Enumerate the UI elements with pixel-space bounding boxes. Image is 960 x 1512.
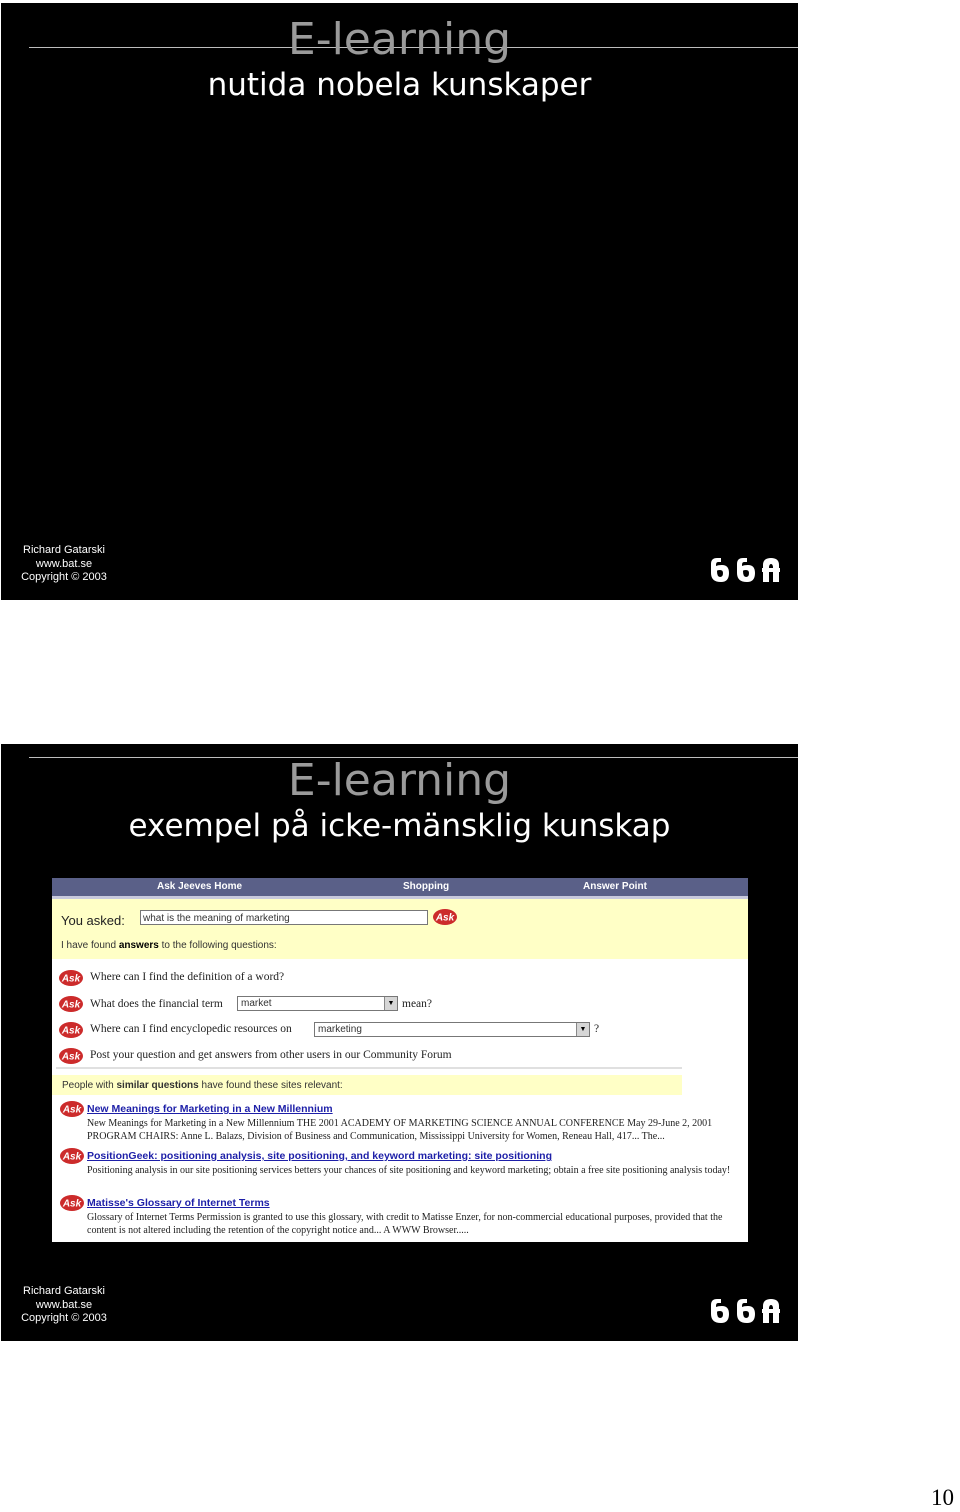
author-url: www.bat.se bbox=[35, 1298, 93, 1311]
found-suffix: to the following questions: bbox=[158, 940, 277, 951]
similar-bold: similar questions bbox=[116, 1080, 199, 1091]
nav-ask-jeeves-home[interactable]: Ask Jeeves Home bbox=[157, 881, 243, 892]
similar-suffix: have found these sites relevant: bbox=[198, 1080, 343, 1091]
financial-term-select[interactable] bbox=[237, 996, 398, 1011]
slide-footer bbox=[21, 1285, 107, 1326]
ask-icon bbox=[58, 1047, 84, 1065]
page-number: 10 bbox=[931, 1485, 954, 1510]
nav-shopping[interactable]: Shopping bbox=[403, 881, 450, 892]
author-name: Richard Gatarski bbox=[23, 544, 105, 556]
ask-icon bbox=[59, 1100, 85, 1118]
askjeeves-navbar bbox=[52, 878, 748, 899]
ask-icon bbox=[59, 1147, 85, 1165]
community-forum-link[interactable]: Post your question and get answers from other users in our Community Forum bbox=[90, 1049, 452, 1061]
encyclopedic-topic-select[interactable] bbox=[314, 1022, 590, 1037]
ask-icon bbox=[58, 1021, 84, 1039]
askjeeves-screenshot bbox=[52, 878, 748, 1242]
ask-icon bbox=[58, 995, 84, 1013]
found-answers-text bbox=[61, 940, 277, 951]
slide-footer bbox=[21, 544, 107, 585]
chevron-down-icon[interactable]: ▼ bbox=[384, 997, 397, 1010]
separator bbox=[56, 1067, 682, 1069]
slide-2 bbox=[1, 744, 798, 1341]
question-input[interactable]: what is the meaning of marketing bbox=[140, 910, 428, 925]
ask-button-label: Ask bbox=[435, 912, 455, 924]
ask-icon bbox=[58, 969, 84, 987]
question-link-definition[interactable]: Where can I find the definition of a word? bbox=[90, 971, 285, 983]
financial-term-value: market bbox=[241, 998, 272, 1009]
question-panel bbox=[52, 899, 748, 959]
copyright: Copyright © 2003 bbox=[21, 571, 107, 583]
question-encyclopedic-suffix: ? bbox=[594, 1023, 600, 1035]
slide-subtitle: exempel på icke-mänsklig kunskap bbox=[128, 808, 671, 844]
you-asked-label: You asked: bbox=[61, 913, 125, 928]
question-financial-suffix: mean? bbox=[402, 998, 433, 1010]
result-link[interactable]: Matisse's Glossary of Internet Terms bbox=[87, 1197, 270, 1209]
similar-prefix: People with bbox=[62, 1080, 117, 1091]
author-name: Richard Gatarski bbox=[23, 1285, 105, 1297]
chevron-down-icon[interactable]: ▼ bbox=[576, 1023, 589, 1036]
similar-questions-bar bbox=[52, 1075, 682, 1095]
found-prefix: I have found bbox=[61, 940, 119, 951]
slide-title: E-learning bbox=[287, 14, 512, 65]
author-url: www.bat.se bbox=[35, 557, 93, 570]
result-link[interactable]: New Meanings for Marketing in a New Millennium bbox=[87, 1103, 333, 1115]
nav-answer-point[interactable]: Answer Point bbox=[583, 881, 647, 892]
slide-1 bbox=[1, 3, 798, 600]
slide-subtitle: nutida nobela kunskaper bbox=[207, 67, 592, 103]
bat-logo-icon bbox=[704, 1297, 786, 1325]
found-bold: answers bbox=[118, 940, 159, 951]
slide-title: E-learning bbox=[287, 755, 512, 806]
result-link[interactable]: PositionGeek: positioning analysis, site positioning, and keyword marketing: site positioning bbox=[87, 1150, 552, 1162]
result-description: Positioning analysis in our site positioning services betters your chances of site positioning and keyword marketing; obtain a free site positioning analysis today! bbox=[87, 1165, 731, 1176]
copyright: Copyright © 2003 bbox=[21, 1312, 107, 1324]
question-financial-term[interactable]: What does the financial term bbox=[90, 998, 223, 1010]
bat-logo-icon bbox=[704, 556, 786, 584]
result-description: New Meanings for Marketing in a New Millennium THE 2001 ACADEMY OF MARKETING SCIENCE ANNUAL CONFERENCE May 29-June 2, 2001 PROGRAM CHAIRS: Anne L. Balazs, Division of Business and Communication, Mississippi University for Women, Reneau Hall, 417... The... bbox=[87, 1118, 713, 1142]
ask-button[interactable] bbox=[432, 908, 458, 926]
result-description: Glossary of Internet Terms Permission is granted to use this glossary, with credit to Matisse Enzer, for non-commercial educational purposes, provided that the content is not altered including the retention of the copyright notice and... A WWW Browser..... bbox=[87, 1212, 723, 1236]
question-encyclopedic[interactable]: Where can I find encyclopedic resources on bbox=[90, 1023, 292, 1035]
similar-questions-text bbox=[62, 1080, 343, 1091]
encyclopedic-topic-value: marketing bbox=[318, 1024, 362, 1035]
ask-icon bbox=[59, 1194, 85, 1212]
